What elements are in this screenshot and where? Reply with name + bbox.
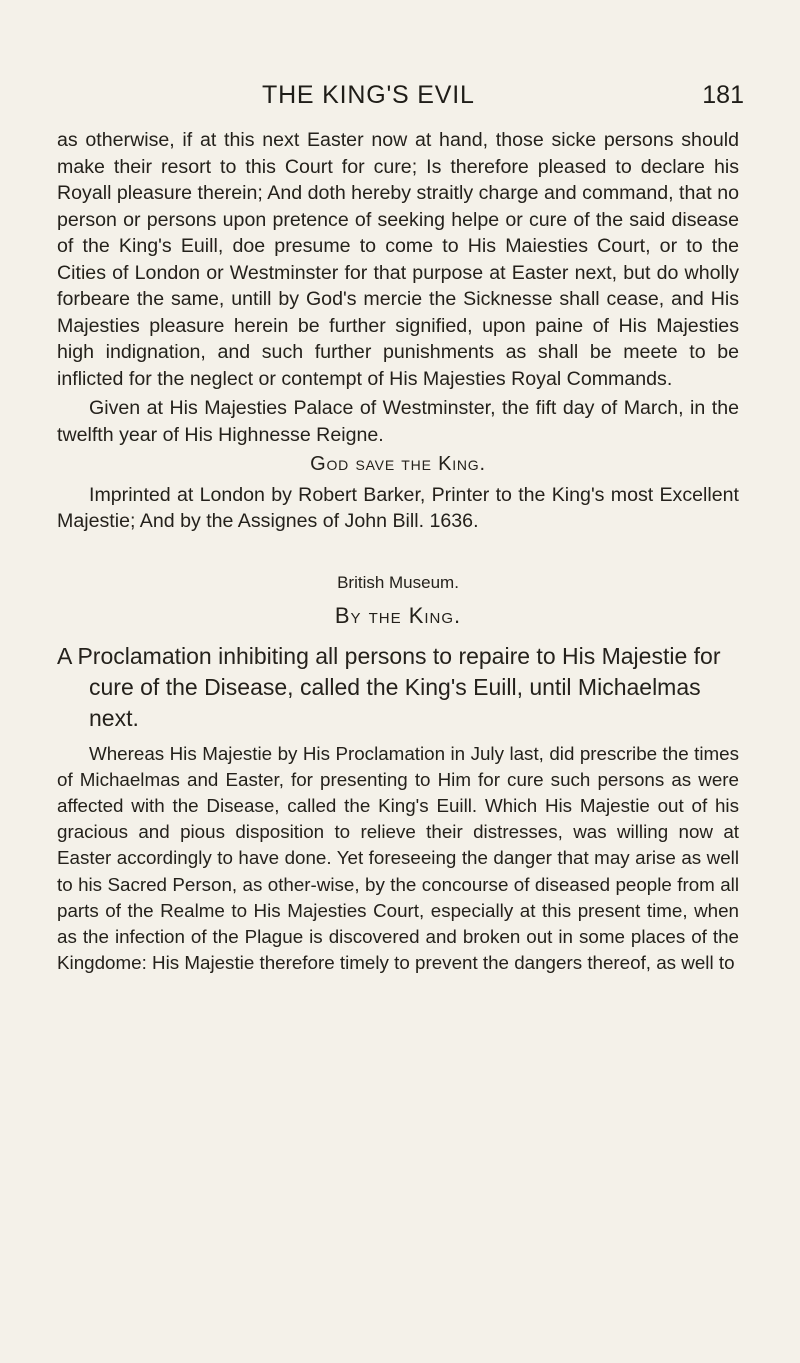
- page-content: [57, 127, 739, 995]
- proclamation-title: A Proclamation inhibiting all persons to repaire to His Majestie for cure of the Disease, called the King's Euill, until Michaelmas next.: [57, 642, 721, 731]
- page-header: [0, 80, 800, 116]
- paragraph-given-at: Given at His Majesties Palace of Westminster, the fift day of March, in the twelfth year of His Highnesse Reigne.: [57, 397, 739, 446]
- paragraph-proclamation-continuation: as otherwise, if at this next Easter now at hand, those sicke persons should make their resort to this Court for cure; Is therefore pleased to declare his Royall pleasure therein; And doth hereby straitly charge and command, that no person or persons upon pretence of seeking helpe or cure of the said disease of the King's Euill, doe presume to come to His Maiesties Court, or to the Cities of London or Westminster for that purpose at Easter next, but do wholly forbeare the same, untill by God's mercie the Sicknesse shall cease, and His Majesties pleasure herein be further signified, upon paine of His Majesties high indignation, and such further punishments as shall be meete to be inflicted for the neglect or contempt of His Majesties Royal Commands.: [57, 129, 739, 390]
- god-save-the-king-line: God save the King.: [310, 453, 486, 475]
- page-number: 181: [702, 81, 744, 109]
- imprint-paragraph: Imprinted at London by Robert Barker, Printer to the King's most Excellent Majestie; And by the Assignes of John Bill. 1636.: [57, 483, 739, 532]
- source-credit: British Museum.: [337, 572, 459, 592]
- proclamation-body: Whereas His Majestie by His Proclamation in July last, did prescribe the times of Michaelmas and Easter, for presenting to Him for cure such persons as were affected with the Disease, called the King's Euill. Which His Majestie out of his gracious and pious disposition to relieve their distresses, was willing now at Easter accordingly to have done. Yet foreseeing the danger that may arise as well to his Sacred Person, as other-wise, by the concourse of diseased people from all parts of the Realme to His Majesties Court, especially at this present time, when as the infection of the Plague is discovered and broken out in some places of the Kingdome: His Majestie therefore timely to prevent the dangers thereof, as well to: [57, 742, 739, 974]
- by-the-king-heading: By the King.: [334, 602, 462, 628]
- running-title: THE KING'S EVIL: [262, 81, 475, 109]
